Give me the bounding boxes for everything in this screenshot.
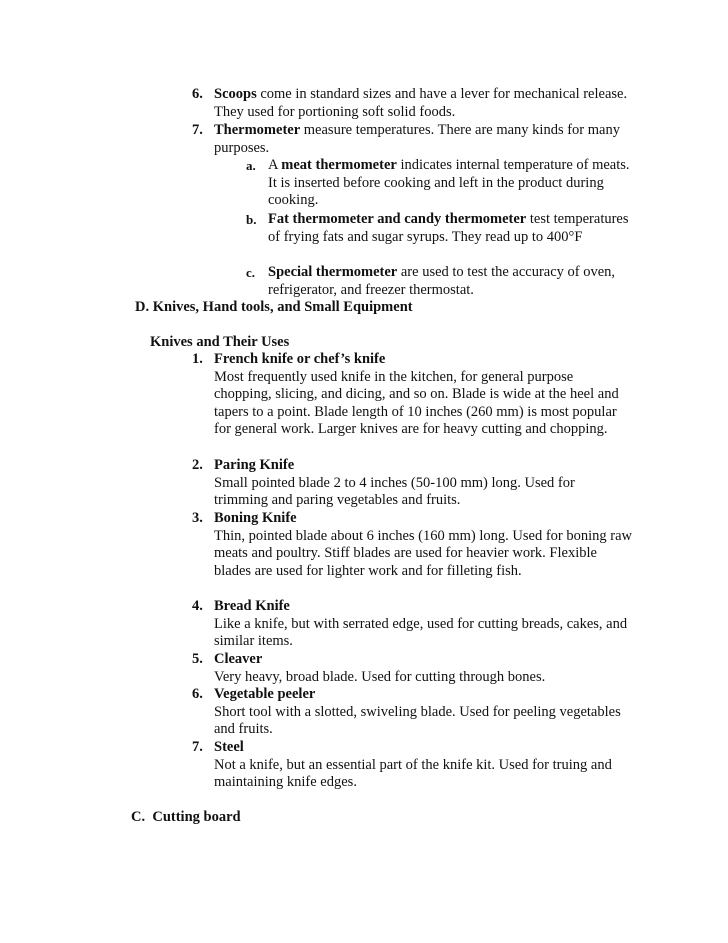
list-text [214, 86, 632, 121]
knife-item-boning [192, 510, 632, 580]
sub-item-special-thermometer [246, 264, 636, 299]
list-number: 3. [192, 510, 203, 526]
sub-text [268, 211, 636, 246]
sub-letter: c. [246, 265, 256, 280]
knife-entry [214, 739, 632, 792]
list-item-thermometer [192, 122, 632, 157]
section-d-heading: D. Knives, Hand tools, and Small Equipment [135, 299, 413, 315]
list-item-scoops [192, 86, 632, 121]
sub-letter: b. [246, 212, 257, 227]
sub-letter: a. [246, 158, 256, 173]
knife-entry [214, 598, 632, 651]
sub-text [268, 264, 636, 299]
list-number: 4. [192, 598, 203, 614]
knife-title: French knife or chef’s knife [214, 351, 386, 367]
sub-text: A meat thermometer indicates internal temperature of meats. It is inserted before cooking and left in the product during cooking. [268, 157, 630, 209]
knife-description: Small pointed blade 2 to 4 inches (50-100 mm) long. Used for trimming and paring vegetables and fruits. [214, 474, 575, 509]
knife-title: Vegetable peeler [214, 686, 316, 702]
knife-description: Thin, pointed blade about 6 inches (160 mm) long. Used for boning raw meats and poultry. Stiff blades are used for heavier work. Flexible blades are used for lighter work and for filleting fish. [214, 527, 633, 579]
knife-item-steel [192, 739, 632, 792]
knife-entry [214, 651, 632, 686]
term: Fat thermometer and candy thermometer [268, 211, 527, 227]
knife-description: Most frequently used knife in the kitchen, for general purpose chopping, slicing, and dicing, and so on. Blade is wide at the heel and tapers to a point. Blade length of 10 inches (260 mm) is most popular for general work. Larger knives are for heavy cutting and chopping. [214, 368, 619, 438]
term: Special thermometer [268, 264, 398, 280]
list-text [214, 122, 632, 157]
knife-entry [214, 686, 632, 739]
knife-item-cleaver [192, 651, 632, 686]
knife-entry [214, 351, 632, 439]
knife-item-vegetable-peeler [192, 686, 632, 739]
term: Thermometer [214, 122, 301, 138]
knife-item-paring [192, 457, 632, 510]
knife-title: Boning Knife [214, 510, 297, 526]
sub-item-meat-thermometer [246, 157, 636, 210]
term: Scoops [214, 86, 257, 102]
knife-description: Not a knife, but an essential part of the knife kit. Used for truing and maintaining knife edges. [214, 756, 612, 791]
knife-item-french [192, 351, 632, 439]
list-number: 6. [192, 686, 203, 702]
list-number: 5. [192, 651, 203, 667]
knife-entry [214, 510, 632, 580]
knife-description: Short tool with a slotted, swiveling blade. Used for peeling vegetables and fruits. [214, 703, 621, 738]
knife-description: Very heavy, broad blade. Used for cutting through bones. [214, 668, 546, 685]
knife-title: Steel [214, 739, 244, 755]
knife-title: Bread Knife [214, 598, 290, 614]
knife-title: Paring Knife [214, 457, 295, 473]
section-c-heading: C. Cutting board [131, 809, 241, 825]
description: are used to test the accuracy of oven, refrigerator, and freezer thermostat. [268, 264, 616, 298]
term: meat thermometer [281, 157, 397, 173]
description: come in standard sizes and have a lever for mechanical release. They used for portioning soft solid foods. [214, 86, 628, 120]
knife-description: Like a knife, but with serrated edge, used for cutting breads, cakes, and similar items. [214, 615, 628, 650]
description: test temperatures of frying fats and sugar syrups. They read up to 400°F [268, 211, 629, 245]
list-number: 1. [192, 351, 203, 367]
knife-title: Cleaver [214, 651, 263, 667]
list-number: 2. [192, 457, 203, 473]
knife-item-bread [192, 598, 632, 651]
list-number: 7. [192, 122, 203, 138]
list-number: 7. [192, 739, 203, 755]
knives-heading: Knives and Their Uses [150, 334, 290, 350]
description: measure temperatures. There are many kinds for many purposes. [214, 122, 620, 156]
description: indicates internal temperature of meats. It is inserted before cooking and left in the product during cooking. [268, 157, 630, 209]
list-number: 6. [192, 86, 203, 102]
sub-item-fat-thermometer [246, 211, 636, 246]
knife-entry [214, 457, 632, 510]
